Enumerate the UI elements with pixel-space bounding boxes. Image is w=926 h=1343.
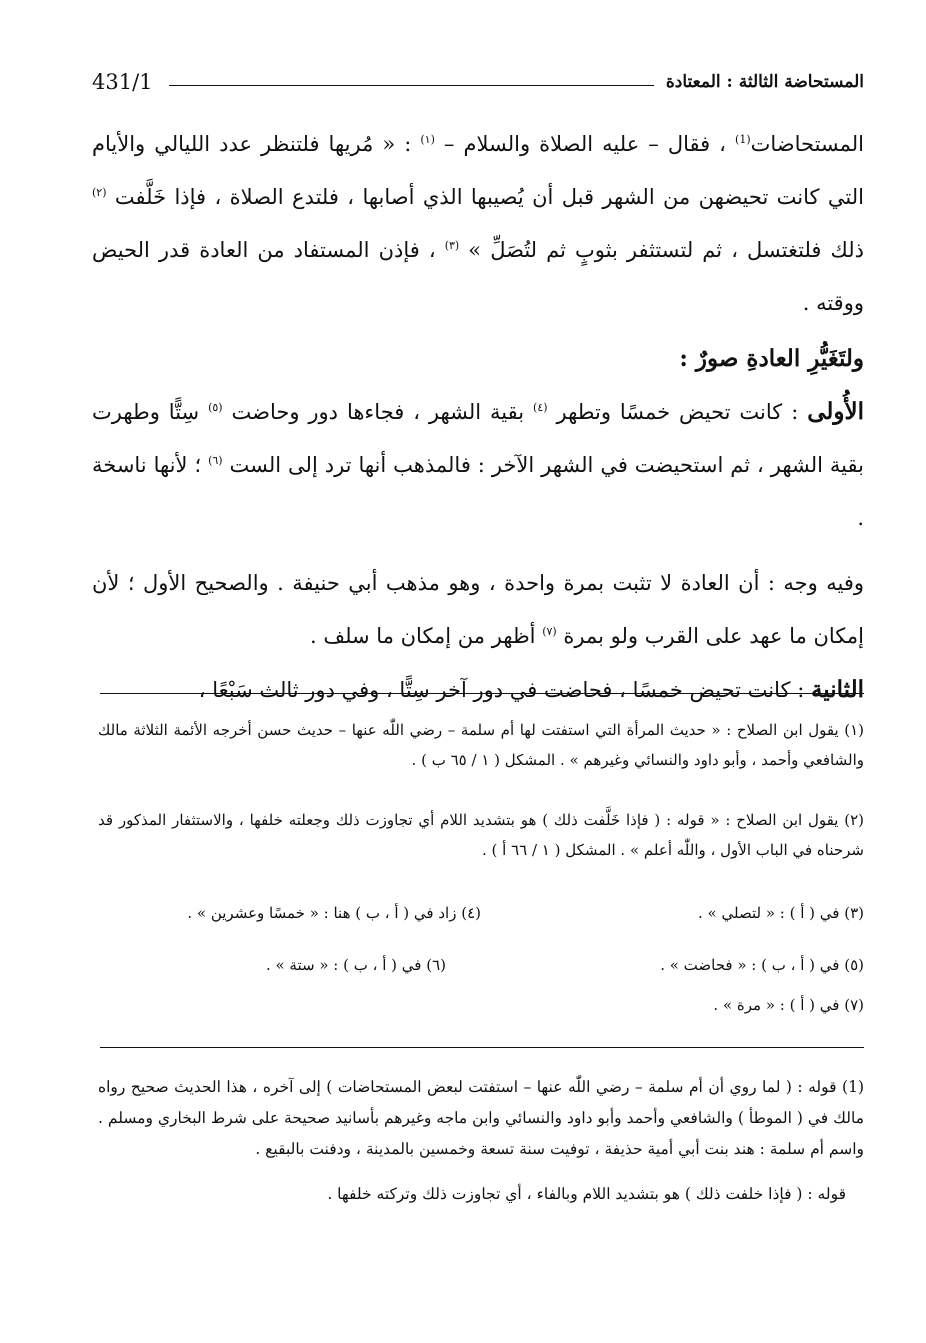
footnote-ref: (٧) xyxy=(542,625,557,638)
paragraph-4 xyxy=(92,663,864,717)
text-run: : « مُريها فلتنظر عدد الليالي والأيام التي كانت تحيضهن من الشهر قبل أن يُصيبها الذي أصابها ، فلتدع الصلاة ، فإذا خَلَّفت xyxy=(92,132,864,209)
footnote-6: (٦) في ( أ ، ب ) : « ستة » . xyxy=(265,956,446,974)
footnote-1 xyxy=(98,715,864,775)
footnote-2 xyxy=(98,805,864,865)
text-run: ؛ لأنها ناسخة . xyxy=(92,453,864,530)
commentary-notes xyxy=(98,1072,864,1210)
case-label-second: الثانية xyxy=(810,676,864,703)
footnote-ref: (٥) xyxy=(208,401,223,414)
footnote-ref: (٣) xyxy=(444,239,460,252)
footnote-ref: (1) xyxy=(735,133,751,146)
header-rule xyxy=(169,85,654,86)
footnote-text: (١) يقول ابن الصلاح : « حديث المرأة التي استفتت لها أم سلمة – رضي اللّٰه عنها – حديث حسن أخرجه الأئمة الثلاثة مالك والشافعي وأحمد ، وأبو داود والنسائي وغيرهم » . المشكل ( ١ / ٦٥ ب ) . xyxy=(98,721,864,769)
paragraph-1 xyxy=(92,118,864,330)
footnote-text: (٢) يقول ابن الصلاح : « قوله : ( فإذا خَلَّفت ذلك ) هو بتشديد اللام أي تجاوزت ذلك وجعلته خلفها ، والاستثفار المذكور قد شرحناه في الباب الأول ، واللّٰه أعلم » . المشكل ( ١ / ٦٦ أ ) . xyxy=(98,811,864,859)
footnote-5: (٥) في ( أ ، ب ) : « فحاضت » . xyxy=(660,956,864,974)
note-1: (1) قوله : ( لما روي أن أم سلمة – رضي اللّٰه عنها – استفتت لبعض المستحاضات ) إلى آخره ، هذا الحديث صحيح رواه مالك في ( الموطأ ) والشافعي وأحمد وأبو داود والنسائي وابن ماجه وغيرهم بأسانيد صحيحة على شرط البخاري ومسلم . واسم أم سلمة : هند بنت أبي أمية حذيفة ، توفيت سنة تسعة وخمسين بالمدينة ، ودفنت بالبقيع . xyxy=(98,1078,864,1158)
paragraph-3 xyxy=(92,557,864,663)
text-run: المستحاضات xyxy=(750,132,865,156)
text-run: أظهر من إمكان ما سلف . xyxy=(309,624,543,648)
running-title: المستحاضة الثالثة : المعتادة xyxy=(665,72,864,92)
text-run: : كانت تحيض خمسًا ، فحاضت في دور آخر سِتًّا ، وفي دور ثالث سَبْعًا ، xyxy=(198,678,811,702)
footnote-4: (٤) زاد في ( أ ، ب ) هنا : « خمسًا وعشرين » . xyxy=(187,904,481,922)
footnote-7: (٧) في ( أ ) : « مرة » . xyxy=(713,996,864,1014)
text-run: بقية الشهر ، فجاءها دور وحاضت xyxy=(222,400,534,424)
text-run: : كانت تحيض خمسًا وتطهر xyxy=(547,400,808,424)
case-label-first: الأُولى xyxy=(807,398,865,425)
text-run: ، فقال – عليه الصلاة والسلام – xyxy=(434,132,736,156)
note-2: قوله : ( فإذا خلفت ذلك ) هو بتشديد اللام وبالفاء ، أي تجاوزت ذلك وتركته خلفها . xyxy=(327,1185,846,1203)
page-header xyxy=(92,62,864,102)
footnote-ref: (١) xyxy=(420,133,435,146)
footnote-3: (٣) في ( أ ) : « لتصلي » . xyxy=(698,904,864,922)
footnote-ref: (٤) xyxy=(533,401,548,414)
notes-separator xyxy=(100,1047,864,1048)
text-run: ، فإذن المستفاد من العادة قدر الحيض ووقته . xyxy=(92,238,864,315)
footnote-ref: (٢) xyxy=(92,186,107,199)
main-text xyxy=(92,118,864,717)
text-run: ذلك فلتغتسل ، ثم لتستثفر بثوبٍ ثم لتُصَلِّ » xyxy=(459,238,864,262)
text-run: سِتًّا وطهرت بقية الشهر ، ثم استحيضت في الشهر الآخر : فالمذهب أنها ترد إلى الست xyxy=(92,400,864,477)
section-heading: ولتَغَيُّرِ العادةِ صورٌ : xyxy=(679,345,864,372)
footnote-ref: (٦) xyxy=(208,454,223,467)
paragraph-2 xyxy=(92,385,864,545)
text-run: وفيه وجه : أن العادة لا تثبت بمرة واحدة ، وهو مذهب أبي حنيفة . والصحيح الأول ؛ لأن إمكان ما عهد على القرب ولو بمرة xyxy=(92,571,864,648)
page-number: 431/1 xyxy=(92,70,153,94)
footnote-separator xyxy=(100,693,864,694)
